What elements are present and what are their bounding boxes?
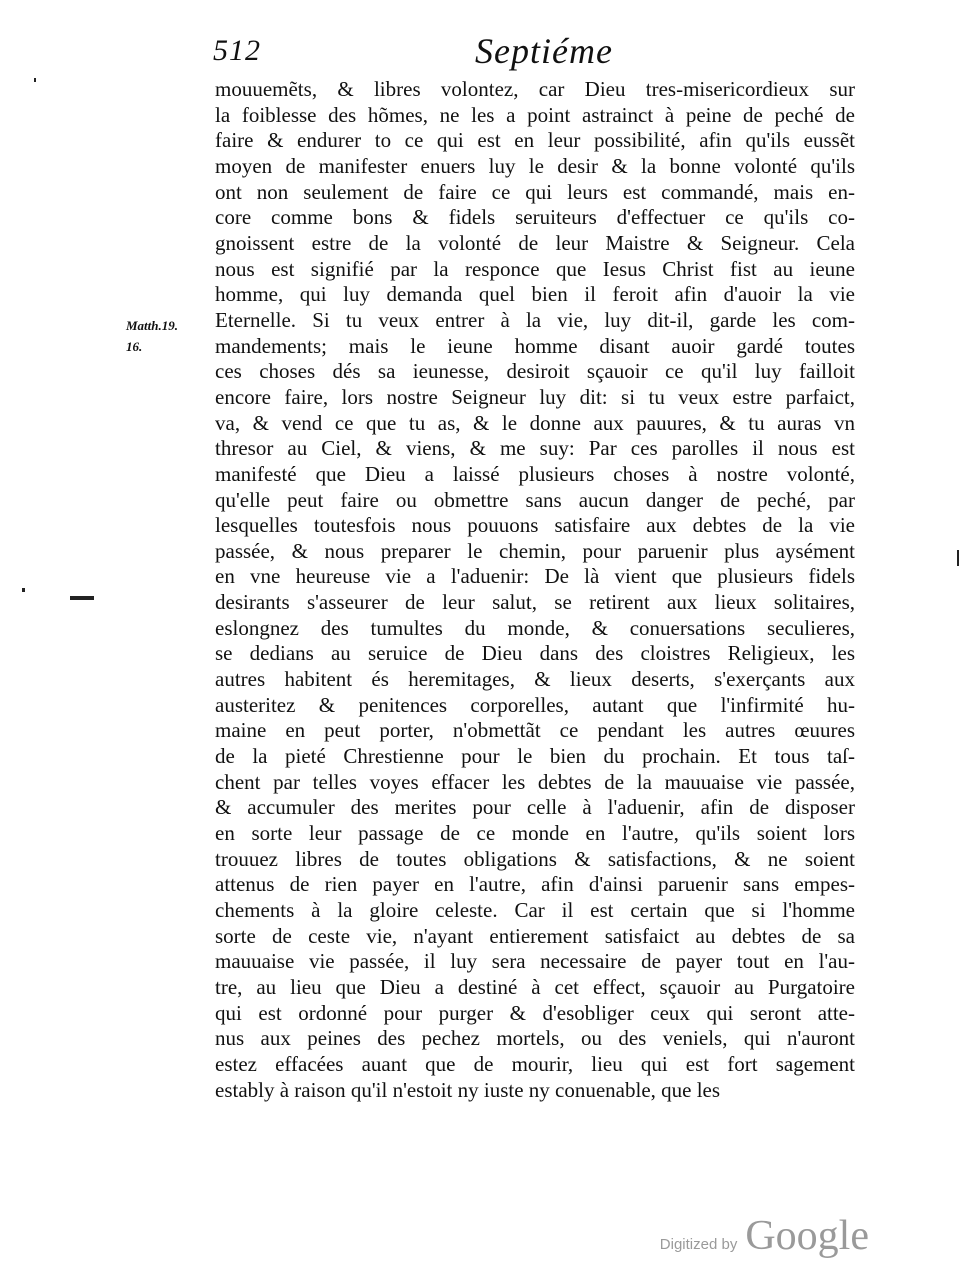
text-line: mauuaise vie passée, il luy sera necessaire de payer tout en l'au-	[215, 949, 855, 974]
text-line: nus aux peines des pechez mortels, ou des veniels, qui n'auront	[215, 1026, 855, 1051]
text-line: austeritez & penitences corporelles, autant que l'infirmité hu-	[215, 692, 855, 717]
text-line: sorte de ceste vie, n'ayant entierement satisfaict au debtes de sa	[215, 923, 855, 948]
text-line: moyen de manifester enuers luy le desir & la bonne volonté qu'ils	[215, 153, 855, 178]
text-line: Eternelle. Si tu veux entrer à la vie, luy dit-il, garde les com-	[215, 307, 855, 332]
text-line: en sorte leur passage de ce monde en l'autre, qu'ils soient lors	[215, 821, 855, 846]
digitized-watermark	[660, 1212, 869, 1260]
text-line: desirants s'asseurer de leur salut, se retirent aux lieux solitaires,	[215, 590, 855, 615]
text-line: estably à raison qu'il n'estoit ny iuste ny conuenable, que les	[215, 1077, 721, 1102]
text-line: de la pieté Chrestienne pour le bien du prochain. Et tous taſ-	[215, 744, 855, 769]
text-line: manifesté que Dieu a laissé plusieurs choses à nostre volonté,	[215, 461, 855, 486]
margin-note-line: 16.	[126, 339, 143, 354]
text-line: encore faire, lors nostre Seigneur luy dit: si tu veux estre parfaict,	[215, 384, 855, 409]
margin-note	[126, 315, 186, 357]
text-line: mouuemẽts, & libres volontez, car Dieu tres-misericordieux sur	[215, 77, 855, 101]
scan-mark	[957, 550, 959, 566]
text-line: tre, au lieu que Dieu a destiné à cet effect, sçauoir au Purgatoire	[215, 974, 855, 999]
text-line: en vne heureuse vie a l'aduenir: De là vient que plusieurs fidels	[215, 564, 855, 589]
body-text	[215, 77, 855, 1103]
text-line: va, & vend ce que tu as, & le donne aux pauures, & tu auras vn	[215, 410, 855, 435]
text-line: gnoissent estre de la volonté de leur Maistre & Seigneur. Cela	[215, 230, 855, 255]
text-line: thresor au Ciel, & viens, & me suy: Par ces parolles il nous est	[215, 436, 855, 461]
text-line: eslongnez des tumultes du monde, & conuersations seculieres,	[215, 615, 855, 640]
text-line: autres habitent és heremitages, & lieux deserts, s'exerçants aux	[215, 667, 855, 692]
text-line: lesquelles toutesfois nous pouuons satisfaire aux debtes de la vie	[215, 513, 855, 538]
margin-note-line: Matth.19.	[126, 318, 179, 333]
text-line: ces choses dés sa ieunesse, desiroit sçauoir ce qu'il luy failloit	[215, 359, 855, 384]
google-logo: Google	[745, 1213, 869, 1259]
text-line: qu'elle peut faire ou obmettre sans aucun danger de peché, par	[215, 487, 855, 512]
text-line: se dedians au seruice de Dieu dans des cloistres Religieux, les	[215, 641, 855, 666]
text-line: passée, & nous preparer le chemin, pour paruenir plus aysément	[215, 538, 855, 563]
digitized-by-label: Digitized by	[659, 1236, 738, 1253]
scan-mark	[22, 588, 25, 592]
page-number: 512	[213, 34, 261, 67]
text-line: maine en peut porter, n'obmettãt ce pendant les autres œuures	[215, 718, 855, 743]
text-line: estez effacées auant que de mourir, lieu qui est fort sagement	[215, 1051, 855, 1076]
text-line: trouuez libres de toutes obligations & satisfactions, & ne soient	[215, 846, 855, 871]
text-line: core comme bons & fidels seruiteurs d'effectuer ce qu'ils co-	[215, 205, 855, 230]
scan-mark	[34, 78, 36, 82]
text-line: & accumuler des merites pour celle à l'aduenir, afin de disposer	[215, 795, 855, 820]
running-head: Septiéme	[475, 31, 613, 71]
text-line: mandements; mais le ieune homme disant auoir gardé toutes	[215, 333, 855, 358]
text-line: homme, qui luy demanda quel bien il feroit afin d'auoir la vie	[215, 282, 855, 307]
text-line: la foiblesse des hõmes, ne les a point astrainct à peine de peché de	[215, 102, 855, 127]
scan-mark	[70, 596, 94, 600]
text-line: attenus de rien payer en l'autre, afin d'ainsi paruenir sans empes-	[215, 872, 855, 897]
text-line: nous est signifié par la responce que Iesus Christ fist au ieune	[215, 256, 855, 281]
text-line: qui est ordonné pour purger & d'esobliger ceux qui seront atte-	[215, 1000, 855, 1025]
text-line: faire & endurer to ce qui est en leur possibilité, afin qu'ils eussẽt	[215, 128, 855, 153]
text-line: ont non seulement de faire ce qui leurs est commandé, mais en-	[215, 179, 855, 204]
text-line: chent par telles voyes effacer les debtes de la mauuaise vie passée,	[215, 769, 855, 794]
text-line: chements à la gloire celeste. Car il est certain que si l'homme	[215, 898, 855, 922]
